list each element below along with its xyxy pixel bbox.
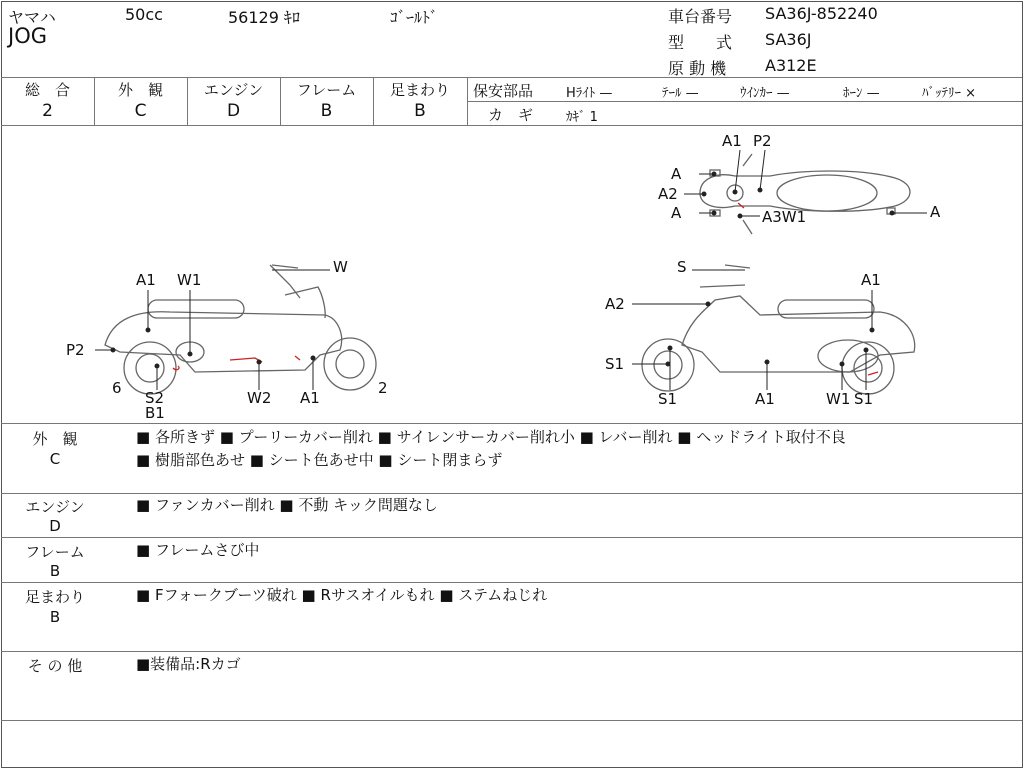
grade-label-overall: 総 合 xyxy=(24,81,70,99)
right-label-w1: W1 xyxy=(826,390,851,408)
safety-item-headlight: Hﾗｲﾄ — xyxy=(566,86,613,101)
frame-no-label: 車台番号 xyxy=(668,7,733,26)
grade-label-exterior: 外 観 xyxy=(117,81,163,99)
divider xyxy=(1,651,1022,652)
divider xyxy=(1,537,1022,538)
damage-diagram xyxy=(0,126,1024,422)
grade-value-overall: 2 xyxy=(42,101,53,121)
divider xyxy=(467,101,1022,102)
key-label: カ ギ xyxy=(488,106,534,124)
type-code: SA36J xyxy=(765,30,812,49)
left-label-w: W xyxy=(333,258,348,276)
section-line: ■ フレームさび中 xyxy=(136,541,260,559)
section-line: ■ ファンカバー削れ ■ 不動 キック問題なし xyxy=(136,496,438,514)
top-label-a2: A2 xyxy=(658,185,678,203)
safety-item-horn: ﾎｰﾝ — xyxy=(843,86,880,101)
top-label-p2: P2 xyxy=(753,132,772,150)
type-label: 型 式 xyxy=(668,33,733,52)
grade-value-frame: B xyxy=(320,101,333,121)
section-line: ■装備品:Rカゴ xyxy=(136,655,241,673)
engine-code: A312E xyxy=(765,56,817,75)
maker: ヤマハ xyxy=(8,8,56,27)
section-title-frame: フレーム xyxy=(25,543,85,561)
section-grade-engine: D xyxy=(49,517,61,535)
top-label-a3w1: A3W1 xyxy=(762,208,807,226)
safety-label: 保安部品 xyxy=(473,82,534,100)
grade-value-engine: D xyxy=(226,101,241,121)
left-label-6: 6 xyxy=(112,379,122,397)
damage-marks xyxy=(173,203,878,375)
left-label-p2: P2 xyxy=(66,341,85,359)
top-label-a-lower: A xyxy=(671,204,682,222)
section-grade-exterior: C xyxy=(49,450,61,468)
engine-label: 原 動 機 xyxy=(668,59,727,78)
grade-value-exterior: C xyxy=(134,101,147,121)
safety-item-battery: ﾊﾞｯﾃﾘｰ × xyxy=(922,86,977,101)
left-label-a1: A1 xyxy=(136,271,156,289)
section-line: ■ 樹脂部色あせ ■ シート色あせ中 ■ シート閉まらず xyxy=(136,451,503,469)
grade-label-suspension: 足まわり xyxy=(389,81,450,99)
top-label-a-upper: A xyxy=(671,165,682,183)
section-title-suspension: 足まわり xyxy=(24,588,85,606)
left-label-a1-lower: A1 xyxy=(300,389,320,407)
left-label-w2: W2 xyxy=(247,389,272,407)
mileage: 56129 ｷﾛ xyxy=(228,8,300,27)
right-label-s1-rear: S1 xyxy=(854,390,874,408)
section-line: ■ 各所きず ■ プーリーカバー削れ ■ サイレンサーカバー削れ小 ■ レバー削れ ■ ヘッドライト取付不良 xyxy=(136,428,846,446)
right-label-s1-lower: S1 xyxy=(658,390,678,408)
grade-value-suspension: B xyxy=(414,101,426,121)
frame-no: SA36J-852240 xyxy=(765,4,878,23)
safety-item-winker: ｳｲﾝｶｰ — xyxy=(740,86,790,101)
section-grade-suspension: B xyxy=(49,608,61,626)
divider xyxy=(1,582,1022,583)
section-grade-frame: B xyxy=(49,562,61,580)
right-label-a1-lower: A1 xyxy=(755,390,775,408)
key-value: ｶｷﾞ 1 xyxy=(566,110,598,125)
safety-item-tail: ﾃｰﾙ — xyxy=(662,86,699,101)
left-label-b1: B1 xyxy=(145,404,165,422)
divider xyxy=(1,423,1022,424)
right-label-s: S xyxy=(677,258,687,276)
grade-label-engine: エンジン xyxy=(203,81,264,99)
section-title-engine: エンジン xyxy=(25,498,85,516)
section-line: ■ Fフォークブーツ破れ ■ Rサスオイルもれ ■ ステムねじれ xyxy=(136,586,548,604)
left-label-2: 2 xyxy=(378,379,388,397)
right-label-a1: A1 xyxy=(861,271,881,289)
left-label-s2: S2 xyxy=(145,389,165,407)
right-label-s1: S1 xyxy=(605,355,625,373)
divider xyxy=(1,77,1022,78)
top-label-a1: A1 xyxy=(722,132,742,150)
body-color: ｺﾞｰﾙﾄﾞ xyxy=(390,8,439,27)
section-title-exterior: 外 観 xyxy=(32,430,78,448)
top-label-a-right: A xyxy=(930,203,941,221)
divider xyxy=(467,77,468,125)
left-label-w1: W1 xyxy=(177,271,202,289)
model-name: JOG xyxy=(8,24,47,48)
section-title-other: そ の 他 xyxy=(27,657,83,675)
right-label-a2: A2 xyxy=(605,295,625,313)
grade-label-frame: フレーム xyxy=(296,81,357,99)
displacement: 50cc xyxy=(125,5,163,24)
divider xyxy=(1,720,1022,721)
